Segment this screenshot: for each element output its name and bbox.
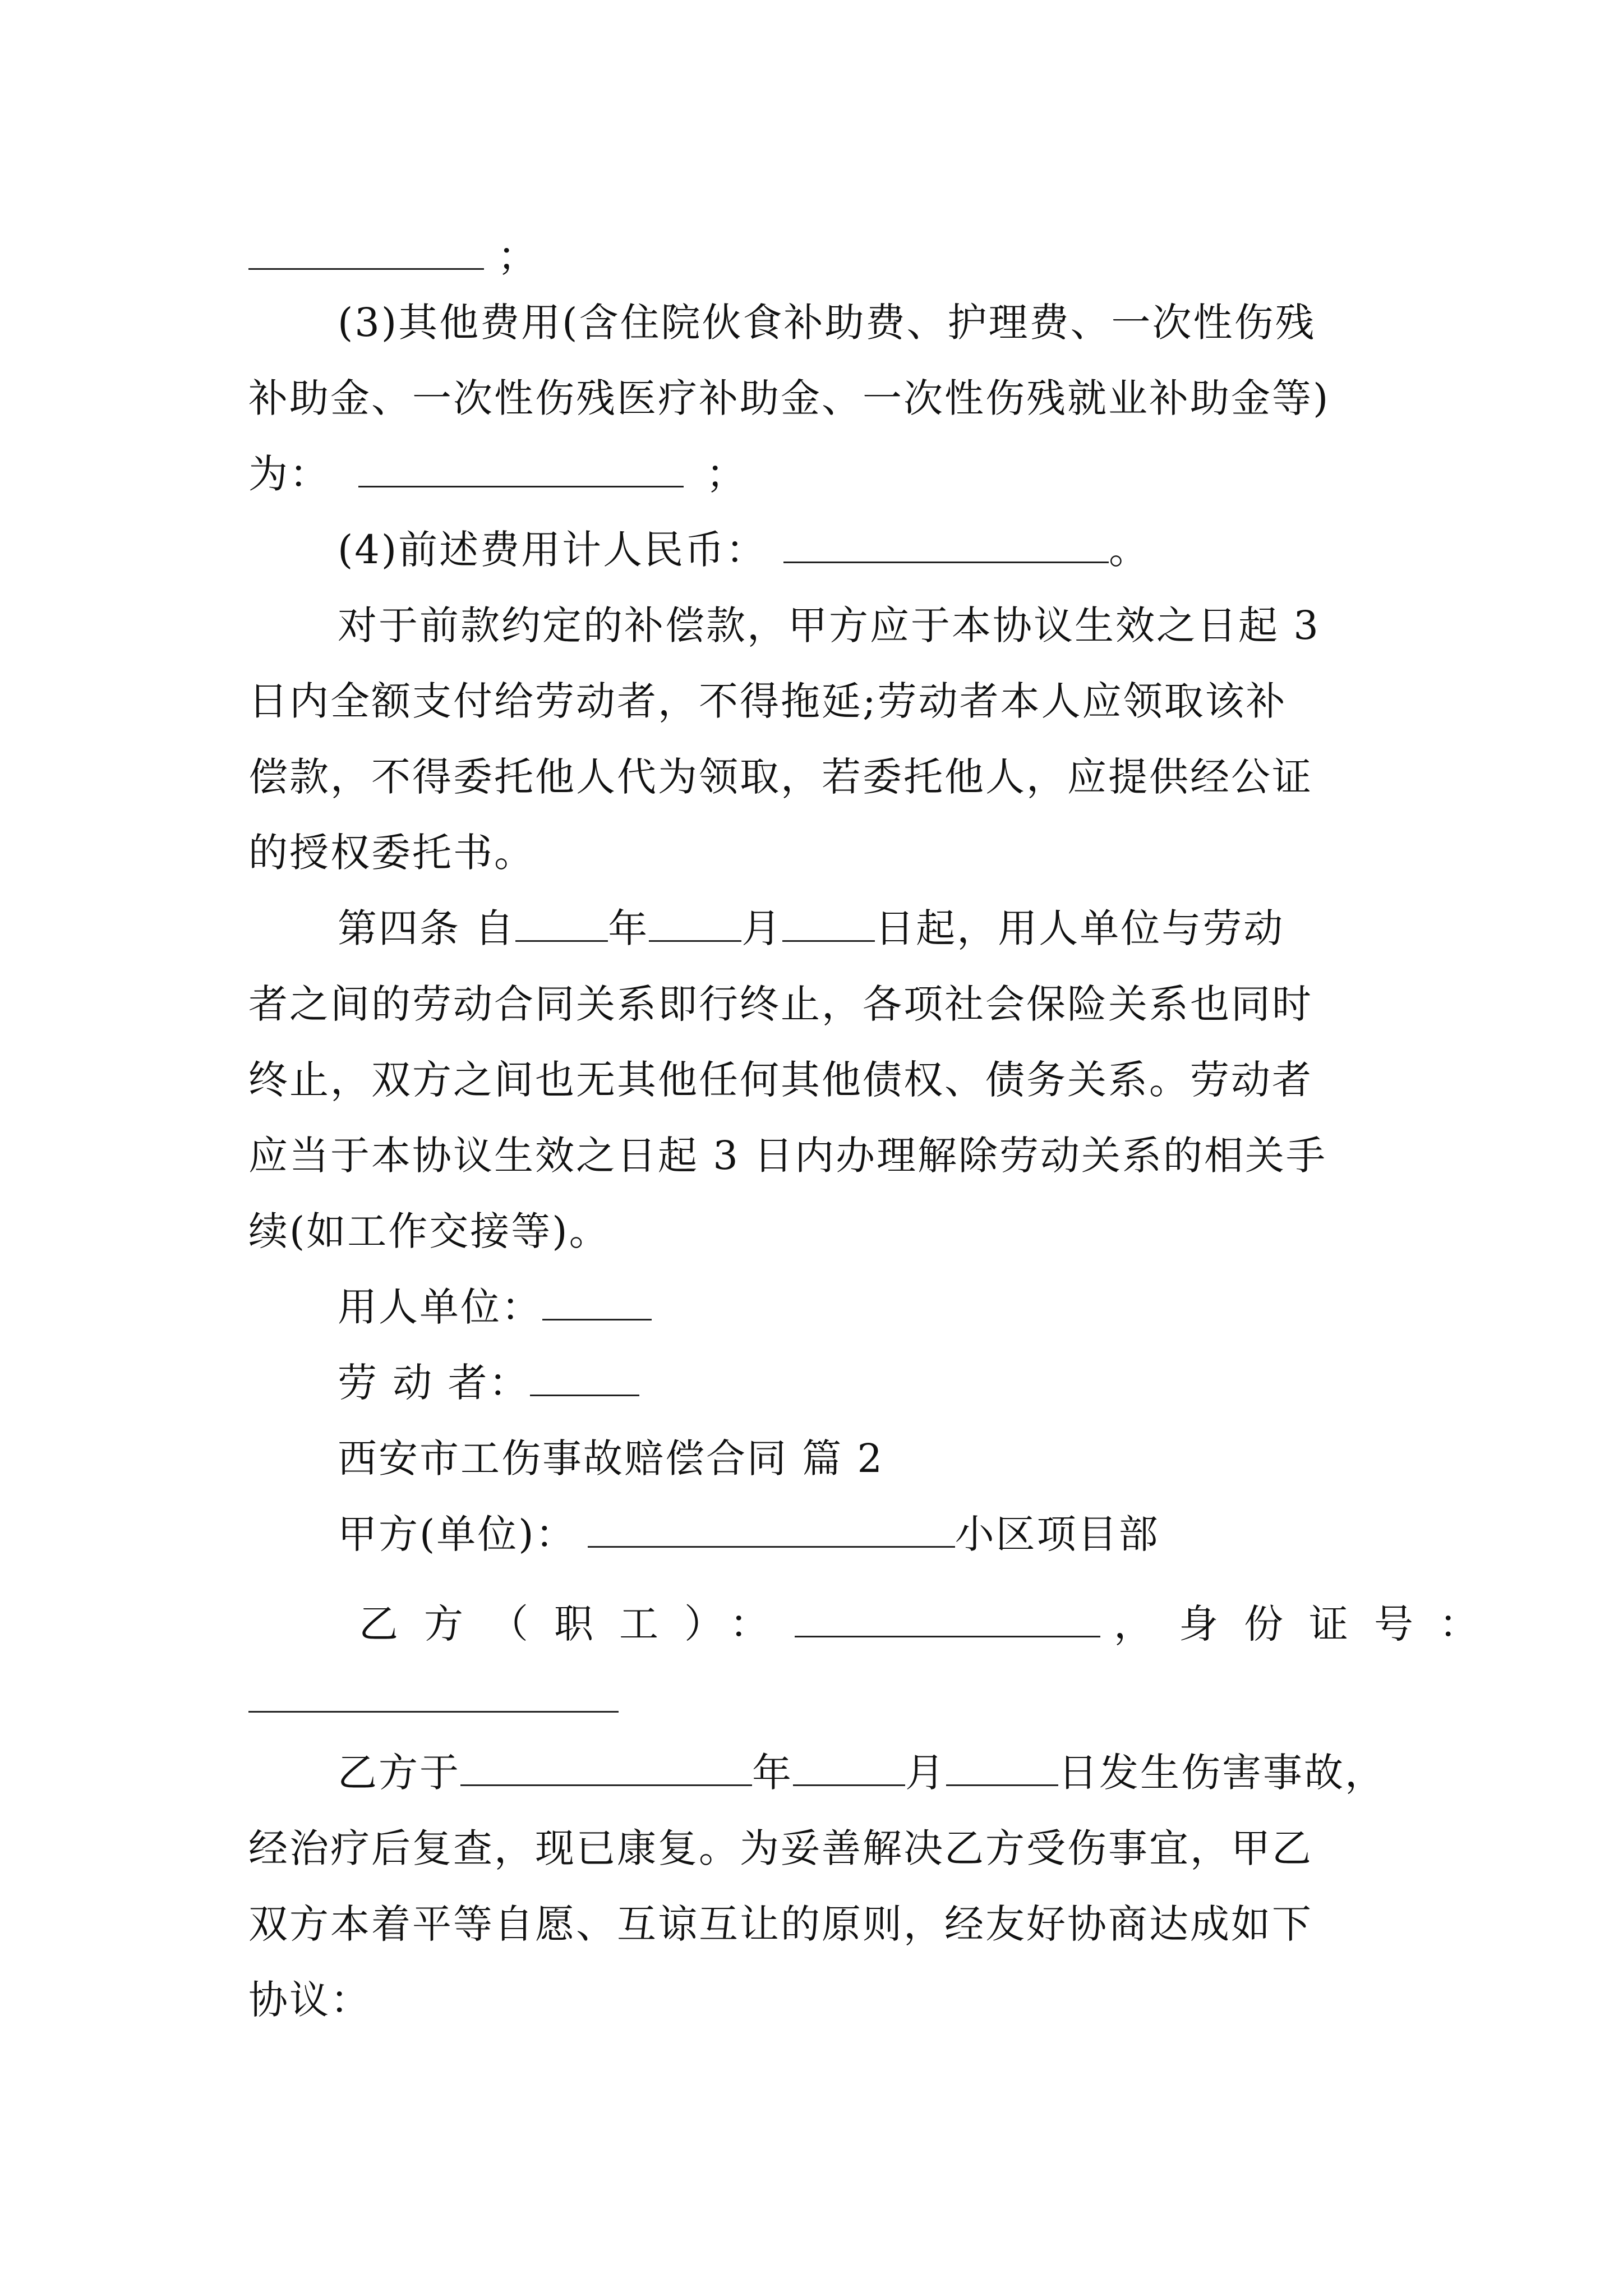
blank-day: [946, 1752, 1058, 1786]
text-segment: 年: [608, 905, 649, 951]
article-4-line-3: 终止，双方之间也无其他任何其他债权、债务关系。劳动者: [248, 1057, 1313, 1103]
text-segment: 用人单位：: [338, 1284, 542, 1330]
signature-worker: [338, 1358, 639, 1408]
party-a-line: [338, 1509, 1160, 1559]
text-segment: 日发生伤害事故，: [1058, 1750, 1386, 1796]
blank-field: [783, 529, 1109, 563]
clause-3-line-3: [248, 449, 747, 499]
blank-field: [248, 1711, 619, 1713]
incident-paragraph-line-1: [338, 1747, 1386, 1798]
blank-month: [793, 1752, 905, 1786]
blank-month: [649, 908, 741, 942]
payment-paragraph-line-3: 偿款，不得委托他人代为领取，若委托他人，应提供经公证: [248, 754, 1313, 800]
article-4-line-2: 者之间的劳动合同关系即行终止，各项社会保险关系也同时: [248, 981, 1313, 1027]
article-4-line-4: 应当于本协议生效之日起 3 日内办理解除劳动关系的相关手: [248, 1133, 1327, 1179]
blank-field: [530, 1362, 639, 1396]
blank-field: [588, 1513, 955, 1548]
text-segment: ；: [706, 451, 747, 497]
blank-day: [782, 908, 875, 942]
text-segment: 第四条 自: [338, 905, 516, 951]
clause-3-line-1: (3)其他费用(含住院伙食补助费、护理费、一次性伤残: [338, 300, 1316, 346]
incident-paragraph-line-2: 经治疗后复查，现已康复。为妥善解决乙方受伤事宜，甲乙: [248, 1825, 1313, 1871]
article-4-line-5: 续(如工作交接等)。: [248, 1208, 610, 1254]
text-segment: 月: [741, 905, 783, 951]
text-segment: (4)前述费用计人民币：: [338, 527, 767, 573]
clause-4-line: [338, 524, 1150, 575]
article-4-line-1: [338, 903, 1284, 954]
party-b-line: [359, 1599, 1504, 1649]
text-segment: 年: [752, 1750, 793, 1796]
payment-paragraph-line-2: 日内全额支付给劳动者，不得拖延;劳动者本人应领取该补: [248, 678, 1287, 724]
blank-field: [358, 453, 684, 487]
text-segment: 乙方（职工）：: [359, 1601, 795, 1647]
blank-year: [515, 908, 608, 942]
text-segment: 甲方(单位)：: [338, 1511, 577, 1557]
signature-employer: [338, 1282, 652, 1332]
section-title: 西安市工伤事故赔偿合同 篇 2: [338, 1435, 884, 1481]
blank-field: [542, 1286, 652, 1320]
text-segment: 劳 动 者：: [338, 1360, 530, 1406]
text-segment: 日起，用人单位与劳动: [875, 905, 1285, 951]
text-segment: ，: [1114, 1601, 1179, 1647]
text-segment: 乙方于: [338, 1750, 460, 1796]
incident-paragraph-line-4: 协议：: [248, 1977, 371, 2023]
clause-3-line-2: 补助金、一次性伤残医疗补助金、一次性伤残就业补助金等): [248, 375, 1330, 421]
payment-paragraph-line-4: 的授权委托书。: [248, 830, 535, 876]
incident-paragraph-line-3: 双方本着平等自愿、互谅互让的原则，经友好协商达成如下: [248, 1901, 1313, 1947]
text-segment: 为：: [248, 451, 330, 497]
line-blank-continuation: [248, 231, 538, 282]
blank-field: [248, 236, 484, 270]
text-segment: 身份证号：: [1179, 1601, 1504, 1647]
blank-field: [795, 1603, 1100, 1637]
text-segment: 小区项目部: [955, 1511, 1160, 1557]
text-segment: 月: [905, 1750, 946, 1796]
text-segment: ；: [497, 233, 538, 279]
blank-year: [460, 1752, 752, 1786]
text-segment: 。: [1109, 527, 1150, 573]
payment-paragraph-line-1: 对于前款约定的补偿款，甲方应于本协议生效之日起 3: [338, 602, 1320, 648]
